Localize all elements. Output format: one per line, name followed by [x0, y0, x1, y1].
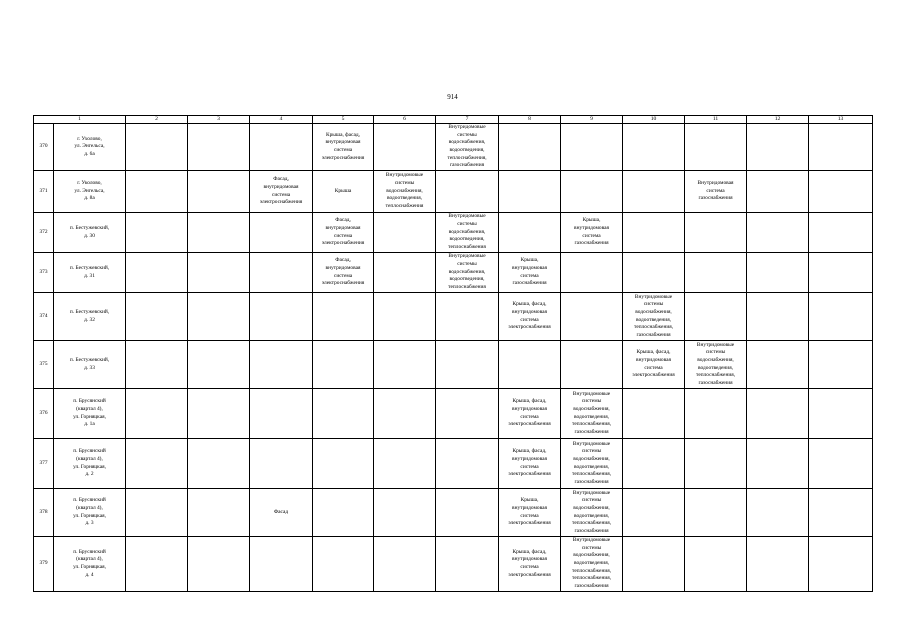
column-header-3: 3 — [188, 116, 250, 124]
address-cell: п. Брусянский (квартал 4), ул. Горняцкая, д. 3 — [54, 489, 126, 537]
table-row — [34, 253, 873, 293]
work-cell-col-3 — [188, 341, 250, 389]
work-cell-col-5 — [313, 489, 374, 537]
work-cell-col-4 — [250, 293, 313, 341]
work-cell-col-3 — [188, 293, 250, 341]
work-cell-col-2 — [126, 253, 188, 293]
work-cell-col-13 — [809, 439, 873, 489]
work-cell-col-11 — [685, 293, 747, 341]
work-cell-col-13 — [809, 389, 873, 439]
table-row — [34, 171, 873, 213]
work-cell-col-6 — [374, 341, 436, 389]
work-cell-col-6 — [374, 293, 436, 341]
work-cell-col-9 — [561, 124, 623, 171]
work-cell-col-3 — [188, 213, 250, 253]
work-cell-col-10 — [623, 124, 685, 171]
work-cell-col-3 — [188, 537, 250, 592]
work-cell-col-12 — [747, 489, 809, 537]
work-cell-col-12 — [747, 124, 809, 171]
address-cell: п. Брусянский (квартал 4), ул. Горняцкая, д. 1а — [54, 389, 126, 439]
table-header-row — [34, 116, 873, 124]
work-cell-col-2 — [126, 489, 188, 537]
work-cell-col-10 — [623, 253, 685, 293]
work-cell-col-7 — [436, 389, 499, 439]
work-cell-col-4 — [250, 439, 313, 489]
work-cell-col-12 — [747, 389, 809, 439]
table-row — [34, 439, 873, 489]
work-cell-col-8: Крыша, внутридомовая система газоснабжения — [499, 253, 561, 293]
table-row — [34, 341, 873, 389]
work-cell-col-7: Внутридомовые системы водоснабжения, водоотведения, теплоснабжения — [436, 213, 499, 253]
work-cell-col-13 — [809, 124, 873, 171]
work-cell-col-11 — [685, 489, 747, 537]
address-cell: п. Бестужевский, д. 30 — [54, 213, 126, 253]
work-cell-col-12 — [747, 213, 809, 253]
work-cell-col-6: Внутридомовые системы водоснабжения, водоотведения, теплоснабжения — [374, 171, 436, 213]
address-cell: г. Ухолово, ул. Энгельса, д. 6а — [54, 124, 126, 171]
work-cell-col-6 — [374, 124, 436, 171]
work-cell-col-13 — [809, 253, 873, 293]
table-row — [34, 293, 873, 341]
work-cell-col-2 — [126, 213, 188, 253]
column-header-9: 9 — [561, 116, 623, 124]
work-cell-col-12 — [747, 293, 809, 341]
table-row — [34, 489, 873, 537]
repair-schedule-table — [33, 115, 873, 592]
work-cell-col-9: Внутридомовые системы водоснабжения, водоотведения, теплоснабжения, теплоснабжения, газоснабжения — [561, 537, 623, 592]
address-cell: п. Брусянский (квартал 4), ул. Горняцкая, д. 4 — [54, 537, 126, 592]
work-cell-col-12 — [747, 439, 809, 489]
work-cell-col-9: Внутридомовые системы водоснабжения, водоотведения, теплоснабжения, газоснабжения — [561, 389, 623, 439]
page-number: 914 — [447, 93, 458, 101]
work-cell-col-8 — [499, 171, 561, 213]
work-cell-col-10: Внутридомовые системы водоснабжения, водоотведения, теплоснабжения, газоснабжения — [623, 293, 685, 341]
work-cell-col-5: Фасад, внутридомовая система электроснабжения — [313, 253, 374, 293]
work-cell-col-4 — [250, 537, 313, 592]
work-cell-col-11 — [685, 213, 747, 253]
work-cell-col-13 — [809, 537, 873, 592]
work-cell-col-6 — [374, 439, 436, 489]
work-cell-col-4 — [250, 213, 313, 253]
work-cell-col-2 — [126, 341, 188, 389]
work-cell-col-4 — [250, 253, 313, 293]
row-number: 370 — [34, 124, 54, 171]
row-number: 377 — [34, 439, 54, 489]
work-cell-col-8 — [499, 124, 561, 171]
work-cell-col-11 — [685, 439, 747, 489]
work-cell-col-6 — [374, 389, 436, 439]
work-cell-col-7 — [436, 341, 499, 389]
work-cell-col-10 — [623, 213, 685, 253]
work-cell-col-5: Фасад, внутридомовая система электроснабжения — [313, 213, 374, 253]
column-header-10: 10 — [623, 116, 685, 124]
work-cell-col-10 — [623, 439, 685, 489]
work-cell-col-8: Крыша, фасад, внутридомовая система электроснабжения — [499, 439, 561, 489]
column-header-11: 11 — [685, 116, 747, 124]
work-cell-col-11 — [685, 253, 747, 293]
work-cell-col-5: Крыша, фасад, внутридомовая система электроснабжения — [313, 124, 374, 171]
row-number: 374 — [34, 293, 54, 341]
work-cell-col-11 — [685, 537, 747, 592]
work-cell-col-7: Внутридомовые системы водоснабжения, водоотведения, теплоснабжения, газоснабжения — [436, 124, 499, 171]
work-cell-col-4: Фасад, внутридомовая система электроснабжения — [250, 171, 313, 213]
work-cell-col-11 — [685, 124, 747, 171]
work-cell-col-8: Крыша, фасад, внутридомовая система электроснабжения — [499, 537, 561, 592]
work-cell-col-12 — [747, 253, 809, 293]
work-cell-col-12 — [747, 537, 809, 592]
row-number: 379 — [34, 537, 54, 592]
work-cell-col-13 — [809, 171, 873, 213]
work-cell-col-3 — [188, 489, 250, 537]
work-cell-col-2 — [126, 171, 188, 213]
work-cell-col-7 — [436, 439, 499, 489]
work-cell-col-9: Крыша, внутридомовая система газоснабжения — [561, 213, 623, 253]
work-cell-col-10 — [623, 389, 685, 439]
work-cell-col-7 — [436, 537, 499, 592]
work-cell-col-5 — [313, 439, 374, 489]
work-cell-col-12 — [747, 171, 809, 213]
work-cell-col-5 — [313, 341, 374, 389]
work-cell-col-8: Крыша, фасад, внутридомовая система электроснабжения — [499, 293, 561, 341]
row-number: 376 — [34, 389, 54, 439]
work-cell-col-6 — [374, 213, 436, 253]
work-cell-col-10 — [623, 489, 685, 537]
work-cell-col-2 — [126, 389, 188, 439]
work-cell-col-10: Крыша, фасад, внутридомовая система электроснабжения — [623, 341, 685, 389]
work-cell-col-5 — [313, 389, 374, 439]
row-number: 378 — [34, 489, 54, 537]
work-cell-col-3 — [188, 439, 250, 489]
work-cell-col-2 — [126, 124, 188, 171]
work-cell-col-6 — [374, 253, 436, 293]
column-header-7: 7 — [436, 116, 499, 124]
column-header-5: 5 — [313, 116, 374, 124]
work-cell-col-3 — [188, 389, 250, 439]
work-cell-col-5 — [313, 293, 374, 341]
row-number: 371 — [34, 171, 54, 213]
column-header-1: 1 — [34, 116, 126, 124]
work-cell-col-10 — [623, 537, 685, 592]
work-cell-col-10 — [623, 171, 685, 213]
work-cell-col-13 — [809, 213, 873, 253]
work-cell-col-13 — [809, 489, 873, 537]
column-header-13: 13 — [809, 116, 873, 124]
table-row — [34, 124, 873, 171]
work-cell-col-6 — [374, 537, 436, 592]
work-cell-col-11 — [685, 389, 747, 439]
table-row — [34, 537, 873, 592]
work-cell-col-9 — [561, 171, 623, 213]
work-cell-col-2 — [126, 537, 188, 592]
work-cell-col-4 — [250, 124, 313, 171]
work-cell-col-7 — [436, 293, 499, 341]
table-row — [34, 389, 873, 439]
work-cell-col-3 — [188, 124, 250, 171]
address-cell: п. Бестужевский, д. 32 — [54, 293, 126, 341]
row-number: 372 — [34, 213, 54, 253]
work-cell-col-3 — [188, 253, 250, 293]
work-cell-col-9: Внутридомовые системы водоснабжения, водоотведения, теплоснабжения, газоснабжения — [561, 489, 623, 537]
work-cell-col-4: Фасад — [250, 489, 313, 537]
work-cell-col-2 — [126, 439, 188, 489]
row-number: 373 — [34, 253, 54, 293]
work-cell-col-13 — [809, 341, 873, 389]
work-cell-col-7 — [436, 489, 499, 537]
work-cell-col-11: Внутридомовые системы водоснабжения, водоотведения, теплоснабжения, газоснабжения — [685, 341, 747, 389]
work-cell-col-8 — [499, 341, 561, 389]
table-row — [34, 213, 873, 253]
column-header-2: 2 — [126, 116, 188, 124]
work-cell-col-4 — [250, 341, 313, 389]
row-number: 375 — [34, 341, 54, 389]
work-cell-col-9: Внутридомовые системы водоснабжения, водоотведения, теплоснабжения, газоснабжения — [561, 439, 623, 489]
column-header-4: 4 — [250, 116, 313, 124]
column-header-12: 12 — [747, 116, 809, 124]
address-cell: г. Уколово, ул. Энгельса, д. 8а — [54, 171, 126, 213]
work-cell-col-2 — [126, 293, 188, 341]
column-header-6: 6 — [374, 116, 436, 124]
work-cell-col-3 — [188, 171, 250, 213]
work-cell-col-5 — [313, 537, 374, 592]
work-cell-col-8: Крыша, внутридомовая система электроснабжения — [499, 489, 561, 537]
column-header-8: 8 — [499, 116, 561, 124]
work-cell-col-12 — [747, 341, 809, 389]
address-cell: п. Брусянский (квартал 4), ул. Горняцкая, д. 2 — [54, 439, 126, 489]
work-cell-col-9 — [561, 253, 623, 293]
work-cell-col-9 — [561, 293, 623, 341]
work-cell-col-4 — [250, 389, 313, 439]
work-cell-col-7: Внутридомовые системы водоснабжения, водоотведения, теплоснабжения — [436, 253, 499, 293]
work-cell-col-5: Крыша — [313, 171, 374, 213]
work-cell-col-6 — [374, 489, 436, 537]
work-cell-col-11: Внутридомовая система газоснабжения — [685, 171, 747, 213]
address-cell: п. Бестужевский, д. 33 — [54, 341, 126, 389]
work-cell-col-8: Крыша, фасад, внутридомовая система электроснабжения — [499, 389, 561, 439]
work-cell-col-13 — [809, 293, 873, 341]
work-cell-col-7 — [436, 171, 499, 213]
address-cell: п. Бестужевский, д. 31 — [54, 253, 126, 293]
work-cell-col-8 — [499, 213, 561, 253]
work-cell-col-9 — [561, 341, 623, 389]
